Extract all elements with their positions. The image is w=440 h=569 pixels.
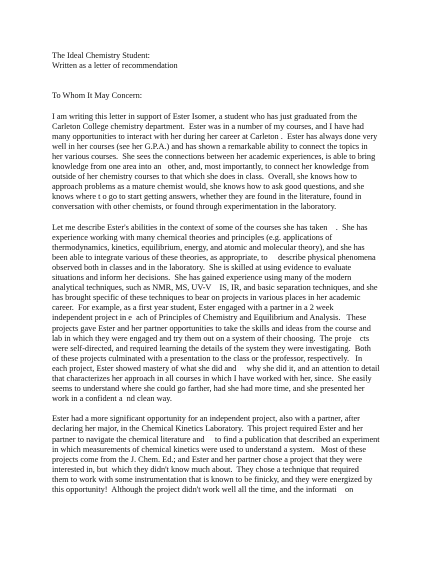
paragraph-line: well in her courses (see her G.P.A.) and has shown a remarkable ability to connect the topics in [52, 141, 368, 151]
paragraph-line: lab in which they were engaged and try them out on a system of their choosing. The proje cts [52, 333, 370, 343]
paragraph-line: observed both in classes and in the laboratory. She is skilled at using evidence to evaluate [52, 262, 352, 272]
paragraph-line: in which measurements of chemical kinetics were used to understand a system. Most of these [52, 444, 367, 454]
paragraph-line: approach problems as a mature chemist would, she knows how to ask good questions, and she [52, 182, 365, 192]
paragraph [52, 414, 388, 495]
document-title: The Ideal Chemistry Student: [52, 51, 150, 60]
paragraph-line: work in a confident a nd clean way. [52, 394, 172, 404]
paragraph-line: I am writing this letter in support of Ester Isomer, a student who has just graduated from the [52, 111, 358, 121]
paragraph-line: conversation with other chemists, or found through experimentation in the laboratory. [52, 202, 337, 212]
paragraph-line: partner to navigate the chemical literature and to find a publication that described an experiment [52, 434, 380, 444]
document-subtitle: Written as a letter of recommendation [52, 61, 178, 71]
paragraph-line: career. For example, as a first year student, Ester engaged with a partner in a 2 week [52, 303, 334, 313]
paragraph-line: has brought specific of these techniques to bear on projects in various places in her academic [52, 293, 361, 303]
paragraph-line: been able to integrate various of these theories, as appropriate, to describe physical phenomena [52, 252, 376, 262]
paragraph-line: seems to understand where she could go farther, had she had more time, and she presented her [52, 384, 365, 394]
letter-body [52, 112, 388, 496]
paragraph [52, 223, 388, 405]
paragraph-line: outside of her chemistry courses to that which she does in class. Overall, she knows how to [52, 172, 357, 182]
paragraph-line: interested in, but which they didn't know much about. They chose a technique that required [52, 464, 359, 474]
paragraph-line: declaring her major, in the Chemical Kinetics Laboratory. This project required Ester and her [52, 424, 363, 434]
paragraph-line: were self-directed, and required learning the details of the system they were investigating. Both [52, 343, 371, 353]
paragraph-line: situations and inform her decisions. She has gained experience using many of the modern [52, 273, 352, 283]
paragraph-line: each project, Ester showed mastery of what she did and why she did it, and an attention to detail [52, 363, 380, 373]
paragraph-line: this opportunity! Although the project didn't work well all the time, and the informati on [52, 485, 354, 495]
paragraph [52, 112, 388, 213]
paragraph-line: independent project in e ach of Principles of Chemistry and Equilibrium and Analysis. These [52, 313, 367, 323]
paragraph-line: thermodynamics, kinetics, equilibrium, energy, and atomic and molecular theory), and she has [52, 242, 365, 252]
salutation: To Whom It May Concern: [52, 91, 143, 101]
paragraph-line: knowledge from one area into an other, and, most importantly, to connect her knowledge from [52, 162, 369, 172]
paragraph-line: projects gave Ester and her partner opportunities to take the skills and ideas from the course and [52, 323, 371, 333]
paragraph-line: her various courses. She sees the connections between her academic experiences, is able to bring [52, 151, 376, 161]
paragraph-line: that characterizes her approach in all courses in which I have worked with her, since. She easily [52, 374, 372, 383]
paragraph-line: Let me describe Ester's abilities in the context of some of the courses she has taken . She has [52, 222, 368, 232]
paragraph-line: many opportunities to interact with her during her career at Carleton . Ester has always done very [52, 131, 378, 141]
paragraph-line: Carleton College chemistry department. Ester was in a number of my courses, and I have had [52, 121, 364, 131]
paragraph-line: projects come from the J. Chem. Ed.; and Ester and her partner chose a project that they were [52, 454, 363, 464]
paragraph-line: Ester had a more significant opportunity for an independent project, also with a partner, after [52, 414, 360, 424]
paragraph-line: experience working with many chemical theories and principles (e.g. applications of [52, 232, 333, 242]
paragraph-line: knows where t o go to start getting answers, whether they are found in the literature, found in [52, 192, 362, 202]
paragraph-line: them to work with some instrumentation that is known to be finicky, and they were energized by [52, 474, 373, 484]
paragraph-line: analytical techniques, such as NMR, MS, UV-V IS, IR, and basic separation techniques, and she [52, 283, 378, 293]
paragraph-line: of these projects culminated with a presentation to the class or the professor, respectively. In [52, 353, 363, 363]
